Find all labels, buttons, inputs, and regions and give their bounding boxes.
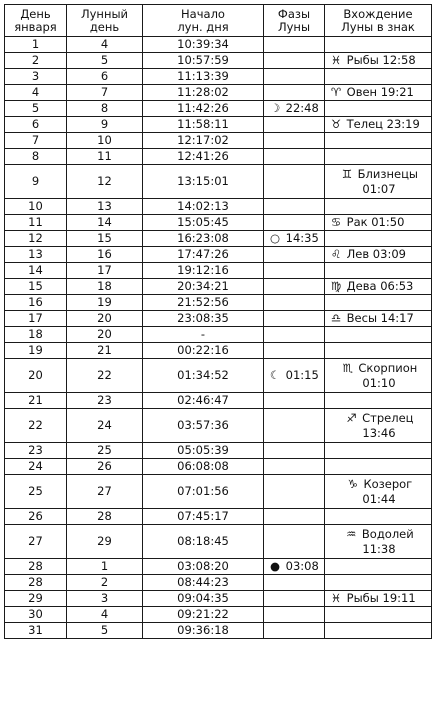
cell-lunar-day: 10 [67,133,143,149]
cell-moon-phase [264,393,325,409]
table-row [5,215,432,231]
cell-lunar-day: 20 [67,327,143,343]
cell-day: 1 [5,37,67,53]
table-row [5,509,432,525]
table-row [5,165,432,199]
cell-day: 13 [5,247,67,263]
header-day: День января [5,5,67,37]
new-moon-icon: ● [269,559,281,573]
cell-day: 4 [5,85,67,101]
sign-text: Телец 23:19 [346,117,420,131]
cell-zodiac-sign [325,311,432,327]
cell-start-time: 09:21:22 [143,607,264,623]
cell-moon-phase [264,409,325,443]
cell-moon-phase [264,53,325,69]
cell-start-time: 17:47:26 [143,247,264,263]
scorpio-icon: ♏ [342,360,353,375]
cell-day: 30 [5,607,67,623]
cell-moon-phase [264,475,325,509]
cell-moon-phase [264,559,325,575]
cell-day: 28 [5,575,67,591]
cell-moon-phase [264,607,325,623]
sign-text: Рак 01:50 [346,215,405,229]
header-row [5,5,432,37]
cell-zodiac-sign [325,409,432,443]
cell-zodiac-sign [325,231,432,247]
cell-moon-phase [264,279,325,295]
header-start: Начало лун. дня [143,5,264,37]
cell-start-time: 08:18:45 [143,525,264,559]
last-quarter-moon-icon: ☾ [269,368,281,382]
cell-day: 8 [5,149,67,165]
cell-day: 23 [5,443,67,459]
virgo-icon: ♍ [330,279,342,293]
cell-start-time: 09:36:18 [143,623,264,639]
cell-zodiac-sign [325,459,432,475]
cell-zodiac-sign [325,295,432,311]
table-row [5,591,432,607]
table-row [5,53,432,69]
cell-zodiac-sign [325,525,432,559]
cell-start-time: 07:45:17 [143,509,264,525]
table-row [5,85,432,101]
table-row [5,623,432,639]
cell-day: 31 [5,623,67,639]
cell-start-time: 11:28:02 [143,85,264,101]
cell-moon-phase [264,443,325,459]
cell-zodiac-sign [325,443,432,459]
sign-text: Скорпион 01:10 [358,360,418,390]
table-body [5,37,432,639]
cell-lunar-day: 28 [67,509,143,525]
cell-moon-phase [264,85,325,101]
cell-start-time: 12:17:02 [143,133,264,149]
sign-text: Стрелец 13:46 [362,410,414,440]
cell-zodiac-sign [325,53,432,69]
sign-text: Весы 14:17 [346,311,414,325]
cell-moon-phase [264,215,325,231]
cell-day: 9 [5,165,67,199]
cell-day: 26 [5,509,67,525]
cell-moon-phase [264,327,325,343]
cell-moon-phase [264,231,325,247]
leo-icon: ♌ [330,247,342,261]
cell-moon-phase [264,117,325,133]
cell-lunar-day: 12 [67,165,143,199]
cell-start-time: 11:13:39 [143,69,264,85]
table-row [5,393,432,409]
cell-start-time: 03:57:36 [143,409,264,443]
cell-lunar-day: 3 [67,591,143,607]
cell-lunar-day: 26 [67,459,143,475]
cell-lunar-day: 1 [67,559,143,575]
cell-zodiac-sign [325,133,432,149]
cell-day: 5 [5,101,67,117]
phase-text: 14:35 [285,231,319,245]
sign-text: Рыбы 12:58 [346,53,416,67]
cell-start-time: 13:15:01 [143,165,264,199]
cell-moon-phase [264,149,325,165]
libra-icon: ♎ [330,311,342,325]
sign-text: Рыбы 19:11 [346,591,416,605]
cell-lunar-day: 9 [67,117,143,133]
table-row [5,575,432,591]
cell-moon-phase [264,295,325,311]
cell-start-time: 00:22:16 [143,343,264,359]
pisces-icon: ♓ [330,53,342,67]
cell-zodiac-sign [325,509,432,525]
cell-lunar-day: 24 [67,409,143,443]
cell-start-time: 10:39:34 [143,37,264,53]
table-row [5,559,432,575]
aries-icon: ♈ [330,85,342,99]
table-row [5,117,432,133]
cell-start-time: 01:34:52 [143,359,264,393]
table-row [5,37,432,53]
cell-lunar-day: 22 [67,359,143,393]
cell-moon-phase [264,101,325,117]
cell-lunar-day: 8 [67,101,143,117]
cancer-icon: ♋ [330,215,342,229]
cell-moon-phase [264,359,325,393]
table-row [5,295,432,311]
table-row [5,199,432,215]
cell-day: 10 [5,199,67,215]
table-row [5,247,432,263]
table-row [5,459,432,475]
cell-zodiac-sign [325,199,432,215]
cell-day: 19 [5,343,67,359]
cell-moon-phase [264,247,325,263]
cell-moon-phase [264,575,325,591]
cell-day: 24 [5,459,67,475]
phase-text: 03:08 [285,559,319,573]
cell-lunar-day: 25 [67,443,143,459]
cell-lunar-day: 18 [67,279,143,295]
cell-day: 27 [5,525,67,559]
cell-start-time: 06:08:08 [143,459,264,475]
cell-zodiac-sign [325,37,432,53]
cell-zodiac-sign [325,475,432,509]
sign-text: Козерог 01:44 [362,476,413,506]
full-moon-icon: ○ [269,231,281,245]
cell-moon-phase [264,623,325,639]
cell-zodiac-sign [325,559,432,575]
table-row [5,343,432,359]
cell-lunar-day: 11 [67,149,143,165]
cell-moon-phase [264,199,325,215]
gemini-icon: ♊ [341,166,353,181]
cell-lunar-day: 4 [67,37,143,53]
cell-zodiac-sign [325,623,432,639]
cell-start-time: 10:57:59 [143,53,264,69]
cell-lunar-day: 14 [67,215,143,231]
cell-moon-phase [264,37,325,53]
cell-moon-phase [264,525,325,559]
cell-lunar-day: 20 [67,311,143,327]
table-row [5,311,432,327]
cell-day: 16 [5,295,67,311]
taurus-icon: ♉ [330,117,342,131]
sign-text: Лев 03:09 [346,247,406,261]
sign-text: Дева 06:53 [346,279,414,293]
cell-start-time: 21:52:56 [143,295,264,311]
cell-lunar-day: 15 [67,231,143,247]
table-row [5,525,432,559]
sign-text: Водолей 11:38 [361,526,414,556]
first-quarter-moon-icon: ☽ [269,101,281,115]
cell-zodiac-sign [325,359,432,393]
cell-lunar-day: 27 [67,475,143,509]
cell-day: 2 [5,53,67,69]
cell-zodiac-sign [325,117,432,133]
cell-zodiac-sign [325,263,432,279]
phase-text: 22:48 [285,101,319,115]
cell-moon-phase [264,311,325,327]
header-phase: Фазы Луны [264,5,325,37]
cell-zodiac-sign [325,607,432,623]
cell-moon-phase [264,263,325,279]
table-row [5,279,432,295]
cell-start-time: 03:08:20 [143,559,264,575]
cell-day: 22 [5,409,67,443]
cell-lunar-day: 23 [67,393,143,409]
table-row [5,101,432,117]
cell-start-time: 05:05:39 [143,443,264,459]
table-row [5,231,432,247]
cell-day: 11 [5,215,67,231]
cell-day: 6 [5,117,67,133]
cell-day: 21 [5,393,67,409]
cell-start-time: 09:04:35 [143,591,264,607]
table-row [5,263,432,279]
cell-start-time: 20:34:21 [143,279,264,295]
table-row [5,409,432,443]
cell-lunar-day: 5 [67,623,143,639]
cell-day: 3 [5,69,67,85]
cell-day: 7 [5,133,67,149]
cell-day: 28 [5,559,67,575]
cell-zodiac-sign [325,575,432,591]
cell-moon-phase [264,343,325,359]
cell-lunar-day: 13 [67,199,143,215]
cell-lunar-day: 16 [67,247,143,263]
capricorn-icon: ♑ [347,476,358,491]
cell-lunar-day: 19 [67,295,143,311]
cell-moon-phase [264,165,325,199]
cell-day: 14 [5,263,67,279]
cell-zodiac-sign [325,149,432,165]
cell-start-time: 07:01:56 [143,475,264,509]
cell-lunar-day: 17 [67,263,143,279]
cell-zodiac-sign [325,101,432,117]
cell-day: 20 [5,359,67,393]
lunar-calendar-table [4,4,432,639]
cell-lunar-day: 21 [67,343,143,359]
cell-moon-phase [264,459,325,475]
cell-lunar-day: 7 [67,85,143,101]
phase-text: 01:15 [285,368,319,382]
cell-zodiac-sign [325,343,432,359]
aquarius-icon: ♒ [346,526,357,541]
cell-day: 12 [5,231,67,247]
table-row [5,69,432,85]
cell-zodiac-sign [325,393,432,409]
cell-day: 15 [5,279,67,295]
cell-day: 29 [5,591,67,607]
cell-zodiac-sign [325,591,432,607]
pisces-icon: ♓ [330,591,342,605]
cell-zodiac-sign [325,69,432,85]
cell-moon-phase [264,133,325,149]
cell-start-time: - [143,327,264,343]
cell-zodiac-sign [325,327,432,343]
table-row [5,149,432,165]
cell-start-time: 14:02:13 [143,199,264,215]
cell-moon-phase [264,69,325,85]
cell-start-time: 12:41:26 [143,149,264,165]
cell-start-time: 23:08:35 [143,311,264,327]
table-row [5,359,432,393]
table-row [5,443,432,459]
table-header [5,5,432,37]
cell-day: 18 [5,327,67,343]
header-lunar-day: Лунный день [67,5,143,37]
table-row [5,133,432,149]
cell-moon-phase [264,591,325,607]
cell-start-time: 11:58:11 [143,117,264,133]
cell-lunar-day: 29 [67,525,143,559]
cell-lunar-day: 5 [67,53,143,69]
table-row [5,327,432,343]
cell-zodiac-sign [325,215,432,231]
cell-start-time: 15:05:45 [143,215,264,231]
cell-zodiac-sign [325,165,432,199]
cell-start-time: 16:23:08 [143,231,264,247]
sign-text: Близнецы 01:07 [357,166,418,196]
sagittarius-icon: ♐ [346,410,357,425]
cell-start-time: 19:12:16 [143,263,264,279]
cell-start-time: 08:44:23 [143,575,264,591]
cell-start-time: 02:46:47 [143,393,264,409]
cell-zodiac-sign [325,247,432,263]
cell-day: 17 [5,311,67,327]
header-sign: Вхождение Луны в знак [325,5,432,37]
cell-lunar-day: 4 [67,607,143,623]
table-row [5,607,432,623]
table-row [5,475,432,509]
cell-day: 25 [5,475,67,509]
cell-zodiac-sign [325,85,432,101]
cell-moon-phase [264,509,325,525]
cell-zodiac-sign [325,279,432,295]
cell-start-time: 11:42:26 [143,101,264,117]
sign-text: Овен 19:21 [346,85,414,99]
cell-lunar-day: 6 [67,69,143,85]
cell-lunar-day: 2 [67,575,143,591]
